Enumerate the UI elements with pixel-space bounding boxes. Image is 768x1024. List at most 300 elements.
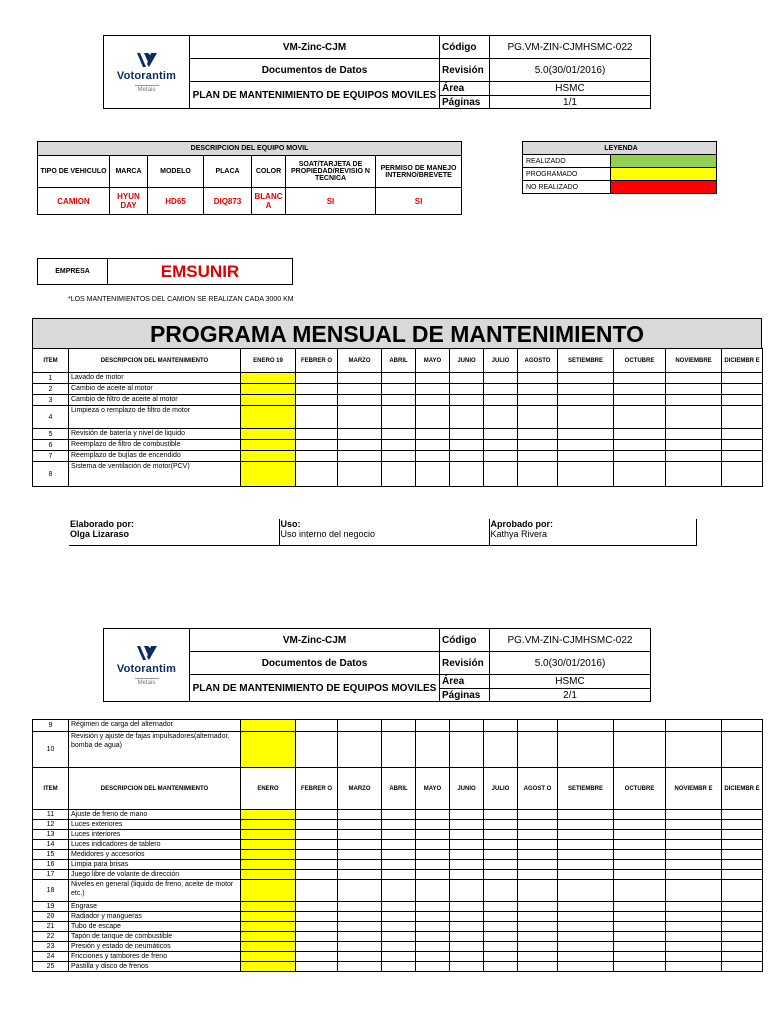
month-cell (722, 860, 763, 870)
program-header-cell: JULIO (484, 349, 518, 373)
equipment-value: SI (286, 188, 376, 215)
aprobado-value: Kathya Rivera (490, 529, 548, 539)
month-cell (666, 912, 722, 922)
month-cell (614, 840, 666, 850)
month-cell-programado (241, 912, 296, 922)
program-header-cell: ITEM (33, 768, 69, 810)
logo-mark-icon (135, 51, 159, 69)
month-cell (666, 870, 722, 880)
month-cell (518, 952, 558, 962)
program-header-cell: NOVIEMBR E (666, 768, 722, 810)
month-cell (338, 440, 382, 451)
month-cell (518, 932, 558, 942)
month-cell (722, 850, 763, 860)
logo-mark-icon (135, 644, 159, 662)
maintenance-description: Engrase (69, 902, 241, 912)
month-cell (338, 384, 382, 395)
program-header-cell: AGOSTO (518, 349, 558, 373)
month-cell (518, 830, 558, 840)
month-cell (450, 830, 484, 840)
header-line1: VM-Zinc-CJM (190, 36, 440, 59)
votorantim-logo (104, 644, 189, 686)
area-value: HSMC (490, 82, 651, 96)
month-cell (296, 451, 338, 462)
month-cell (338, 732, 382, 768)
month-cell (558, 395, 614, 406)
maintenance-description: Revisión de batería y nivel de liquido (69, 429, 241, 440)
maintenance-description: Reemplazo de filtro de combustible (69, 440, 241, 451)
month-cell (614, 860, 666, 870)
month-cell (666, 840, 722, 850)
month-cell (450, 732, 484, 768)
month-cell (558, 720, 614, 732)
program-row (33, 942, 763, 952)
month-cell (338, 860, 382, 870)
month-cell (382, 820, 416, 830)
month-cell (614, 902, 666, 912)
item-number: 15 (33, 850, 69, 860)
month-cell (450, 406, 484, 429)
month-cell (296, 440, 338, 451)
month-cell (416, 384, 450, 395)
month-cell (450, 720, 484, 732)
equipment-value: HYUN DAY (110, 188, 148, 215)
month-cell (614, 462, 666, 487)
month-cell (518, 912, 558, 922)
aprobado-label: Aprobado por: (490, 519, 553, 529)
month-cell (382, 406, 416, 429)
legend-item (523, 181, 717, 194)
month-cell (666, 902, 722, 912)
month-cell (666, 880, 722, 902)
aprobado-cell (489, 519, 696, 545)
legend-table (522, 141, 717, 194)
month-cell (338, 932, 382, 942)
equipment-value: BLANC A (252, 188, 286, 215)
month-cell (614, 912, 666, 922)
month-cell (450, 395, 484, 406)
month-cell (416, 429, 450, 440)
legend-label: PROGRAMADO (523, 168, 611, 181)
month-cell (722, 870, 763, 880)
month-cell (484, 440, 518, 451)
month-cell (484, 810, 518, 820)
document-header-2 (103, 628, 651, 702)
month-cell (666, 952, 722, 962)
program-header-cell: FEBRER O (296, 349, 338, 373)
maintenance-description: Sistema de ventilación de motor(PCV) (69, 462, 241, 487)
month-cell (666, 820, 722, 830)
item-number: 3 (33, 395, 69, 406)
maintenance-description: Luces interiores (69, 830, 241, 840)
header-line3: PLAN DE MANTENIMIENTO DE EQUIPOS MOVILES (190, 675, 440, 702)
month-cell (614, 830, 666, 840)
logo-sub-text: Metais (135, 85, 159, 93)
month-cell-programado (241, 810, 296, 820)
month-cell (722, 395, 763, 406)
codigo-value: PG.VM-ZIN-CJMHSMC-022 (490, 629, 651, 652)
equipment-header: PLACA (204, 156, 252, 188)
program-table-1 (32, 348, 763, 487)
program-header-cell: NOVIEMBRE (666, 349, 722, 373)
month-cell (296, 395, 338, 406)
month-cell (450, 932, 484, 942)
month-cell (382, 952, 416, 962)
month-cell (484, 395, 518, 406)
month-cell (614, 810, 666, 820)
item-number: 20 (33, 912, 69, 922)
month-cell (722, 429, 763, 440)
month-cell (416, 870, 450, 880)
month-cell (722, 373, 763, 384)
item-number: 25 (33, 962, 69, 972)
month-cell (450, 820, 484, 830)
month-cell (416, 820, 450, 830)
month-cell (614, 406, 666, 429)
month-cell (722, 732, 763, 768)
month-cell (416, 451, 450, 462)
program-header-cell: MARZO (338, 349, 382, 373)
month-cell (382, 880, 416, 902)
equipment-table (37, 141, 462, 215)
month-cell (416, 732, 450, 768)
month-cell (450, 840, 484, 850)
month-cell (338, 850, 382, 860)
month-cell (518, 962, 558, 972)
program-header-row (33, 349, 763, 373)
month-cell (450, 451, 484, 462)
codigo-value: PG.VM-ZIN-CJMHSMC-022 (490, 36, 651, 59)
month-cell (338, 942, 382, 952)
month-cell (614, 451, 666, 462)
maintenance-description: Pastilla y disco de frenos (69, 962, 241, 972)
program-header-cell: AGOST O (518, 768, 558, 810)
month-cell-programado (241, 932, 296, 942)
month-cell (484, 406, 518, 429)
month-cell (666, 406, 722, 429)
legend-title: LEYENDA (523, 142, 717, 155)
month-cell (558, 373, 614, 384)
month-cell (614, 962, 666, 972)
month-cell (614, 922, 666, 932)
month-cell (296, 462, 338, 487)
program-row (33, 429, 763, 440)
item-number: 13 (33, 830, 69, 840)
equipment-header: TIPO DE VEHICULO (38, 156, 110, 188)
month-cell (722, 830, 763, 840)
month-cell (296, 830, 338, 840)
uso-value: Uso interno del negocio (280, 529, 376, 539)
paginas-label: Páginas (440, 689, 490, 702)
month-cell (722, 962, 763, 972)
month-cell (382, 850, 416, 860)
month-cell (518, 429, 558, 440)
program-row (33, 860, 763, 870)
month-cell (338, 429, 382, 440)
program-row (33, 451, 763, 462)
program-row (33, 902, 763, 912)
month-cell (484, 820, 518, 830)
month-cell (558, 440, 614, 451)
equipment-header: PERMISO DE MANEJO INTERNO/BREVETE (376, 156, 462, 188)
month-cell (558, 462, 614, 487)
program-row (33, 406, 763, 429)
month-cell (484, 922, 518, 932)
program-header-cell: OCTUBRE (614, 349, 666, 373)
month-cell (614, 942, 666, 952)
paginas-value: 1/1 (490, 96, 651, 109)
month-cell (484, 720, 518, 732)
maintenance-description: Tubo de escape (69, 922, 241, 932)
paginas-label: Páginas (440, 96, 490, 109)
program-header-cell: JUNIO (450, 768, 484, 810)
month-cell (722, 440, 763, 451)
program-row (33, 850, 763, 860)
program-row (33, 912, 763, 922)
program-header-cell: ABRIL (382, 349, 416, 373)
month-cell (450, 462, 484, 487)
month-cell (518, 850, 558, 860)
month-cell (338, 810, 382, 820)
program-row (33, 840, 763, 850)
month-cell (722, 922, 763, 932)
month-cell (518, 902, 558, 912)
month-cell (484, 860, 518, 870)
program-row (33, 952, 763, 962)
month-cell (338, 880, 382, 902)
month-cell (484, 932, 518, 942)
maintenance-description: Juego libre de volante de dirección (69, 870, 241, 880)
month-cell (484, 429, 518, 440)
program-header-cell: SETIEMBRE (558, 349, 614, 373)
legend-item (523, 168, 717, 181)
program-header-cell: FEBRER O (296, 768, 338, 810)
month-cell (518, 732, 558, 768)
equipment-title: DESCRIPCION DEL EQUIPO MOVIL (38, 142, 462, 156)
month-cell (558, 384, 614, 395)
month-cell (722, 462, 763, 487)
month-cell (518, 820, 558, 830)
month-cell (484, 952, 518, 962)
month-cell (416, 720, 450, 732)
month-cell (558, 942, 614, 952)
header-line1: VM-Zinc-CJM (190, 629, 440, 652)
month-cell (614, 720, 666, 732)
month-cell (416, 440, 450, 451)
month-cell (416, 462, 450, 487)
maintenance-description: Régimen de carga del alternador (69, 720, 241, 732)
maintenance-description: Revisión y ajuste de fajas impulsadores(alternador, bomba de agua) (69, 732, 241, 768)
month-cell (558, 962, 614, 972)
empresa-label: EMPRESA (38, 259, 108, 284)
month-cell (666, 384, 722, 395)
month-cell (722, 932, 763, 942)
maintenance-description: Fricciones y tambores de freno (69, 952, 241, 962)
month-cell (614, 850, 666, 860)
month-cell-programado (241, 820, 296, 830)
legend-swatch (611, 155, 717, 168)
month-cell-programado (241, 952, 296, 962)
month-cell (722, 952, 763, 962)
month-cell (614, 429, 666, 440)
month-cell (558, 810, 614, 820)
codigo-label: Código (440, 629, 490, 652)
month-cell (382, 942, 416, 952)
month-cell (484, 912, 518, 922)
elaborado-value: Olga Lizaraso (70, 529, 130, 539)
month-cell (722, 384, 763, 395)
equipment-header: SOAT/TARJETA DE PROPIEDAD/REVISIO N TECNICA (286, 156, 376, 188)
month-cell (518, 406, 558, 429)
month-cell (518, 451, 558, 462)
month-cell (296, 840, 338, 850)
month-cell-programado (241, 732, 296, 768)
month-cell (666, 942, 722, 952)
month-cell (338, 462, 382, 487)
month-cell (296, 429, 338, 440)
month-cell (558, 732, 614, 768)
area-label: Área (440, 82, 490, 96)
month-cell (484, 942, 518, 952)
program-row (33, 373, 763, 384)
month-cell (382, 932, 416, 942)
month-cell (558, 952, 614, 962)
month-cell (558, 922, 614, 932)
month-cell (484, 462, 518, 487)
month-cell (416, 880, 450, 902)
month-cell (614, 384, 666, 395)
month-cell-programado (241, 462, 296, 487)
month-cell (296, 912, 338, 922)
month-cell (416, 912, 450, 922)
month-cell (338, 952, 382, 962)
legend-label: NO REALIZADO (523, 181, 611, 194)
maintenance-description: Lavado de motor (69, 373, 241, 384)
month-cell (296, 880, 338, 902)
month-cell (416, 840, 450, 850)
maintenance-description: Cambio de filtro de aceite al motor (69, 395, 241, 406)
month-cell (382, 912, 416, 922)
month-cell (484, 850, 518, 860)
item-number: 7 (33, 451, 69, 462)
month-cell (558, 830, 614, 840)
month-cell (296, 820, 338, 830)
elaborado-label: Elaborado por: (70, 519, 135, 529)
month-cell (666, 440, 722, 451)
month-cell (450, 942, 484, 952)
program-row (33, 395, 763, 406)
month-cell (382, 902, 416, 912)
program-row (33, 870, 763, 880)
month-cell (296, 406, 338, 429)
program-row (33, 932, 763, 942)
month-cell (484, 840, 518, 850)
month-cell-programado (241, 830, 296, 840)
month-cell (666, 922, 722, 932)
empresa-box (37, 258, 293, 285)
equipment-value: HD65 (148, 188, 204, 215)
item-number: 1 (33, 373, 69, 384)
month-cell (518, 384, 558, 395)
month-cell (484, 384, 518, 395)
month-cell (382, 451, 416, 462)
month-cell (382, 732, 416, 768)
month-cell (382, 395, 416, 406)
month-cell (296, 952, 338, 962)
month-cell (416, 922, 450, 932)
equipment-header: MODELO (148, 156, 204, 188)
program-row (33, 820, 763, 830)
month-cell (666, 860, 722, 870)
month-cell (614, 952, 666, 962)
month-cell (666, 720, 722, 732)
month-cell-programado (241, 942, 296, 952)
month-cell (338, 406, 382, 429)
item-number: 6 (33, 440, 69, 451)
month-cell (558, 902, 614, 912)
month-cell (518, 870, 558, 880)
month-cell (518, 440, 558, 451)
maintenance-note: *LOS MANTENIMIENTOS DEL CAMION SE REALIZAN CADA 3000 KM (68, 296, 294, 303)
month-cell (518, 810, 558, 820)
month-cell-programado (241, 384, 296, 395)
month-cell (296, 870, 338, 880)
month-cell (450, 810, 484, 820)
month-cell (450, 880, 484, 902)
item-number: 2 (33, 384, 69, 395)
revision-value: 5.0(30/01/2016) (490, 59, 651, 82)
program-header-cell: MAYO (416, 768, 450, 810)
maintenance-description: Cambio de aceite al motor (69, 384, 241, 395)
month-cell (722, 942, 763, 952)
month-cell (722, 451, 763, 462)
month-cell (338, 912, 382, 922)
item-number: 24 (33, 952, 69, 962)
month-cell (382, 962, 416, 972)
program-header-cell: ENERO (241, 768, 296, 810)
maintenance-description: Presión y estado de neumáticos (69, 942, 241, 952)
uso-label: Uso: (280, 519, 301, 529)
program-row (33, 732, 763, 768)
month-cell (484, 451, 518, 462)
month-cell (518, 720, 558, 732)
month-cell (518, 860, 558, 870)
area-label: Área (440, 675, 490, 689)
program-header-cell: JULIO (484, 768, 518, 810)
item-number: 17 (33, 870, 69, 880)
month-cell (614, 820, 666, 830)
month-cell (558, 406, 614, 429)
month-cell (614, 373, 666, 384)
item-number: 12 (33, 820, 69, 830)
month-cell (382, 870, 416, 880)
revision-label: Revisión (440, 59, 490, 82)
item-number: 14 (33, 840, 69, 850)
month-cell (296, 732, 338, 768)
maintenance-description: Reemplazo de bujías de encendido (69, 451, 241, 462)
month-cell (382, 860, 416, 870)
item-number: 21 (33, 922, 69, 932)
month-cell (416, 902, 450, 912)
month-cell (382, 384, 416, 395)
month-cell (416, 395, 450, 406)
equipment-value: DIQ873 (204, 188, 252, 215)
maintenance-description: Tapón de tanque de combustible (69, 932, 241, 942)
month-cell (450, 440, 484, 451)
header-line3: PLAN DE MANTENIMIENTO DE EQUIPOS MOVILES (190, 82, 440, 109)
month-cell (518, 840, 558, 850)
month-cell (416, 952, 450, 962)
